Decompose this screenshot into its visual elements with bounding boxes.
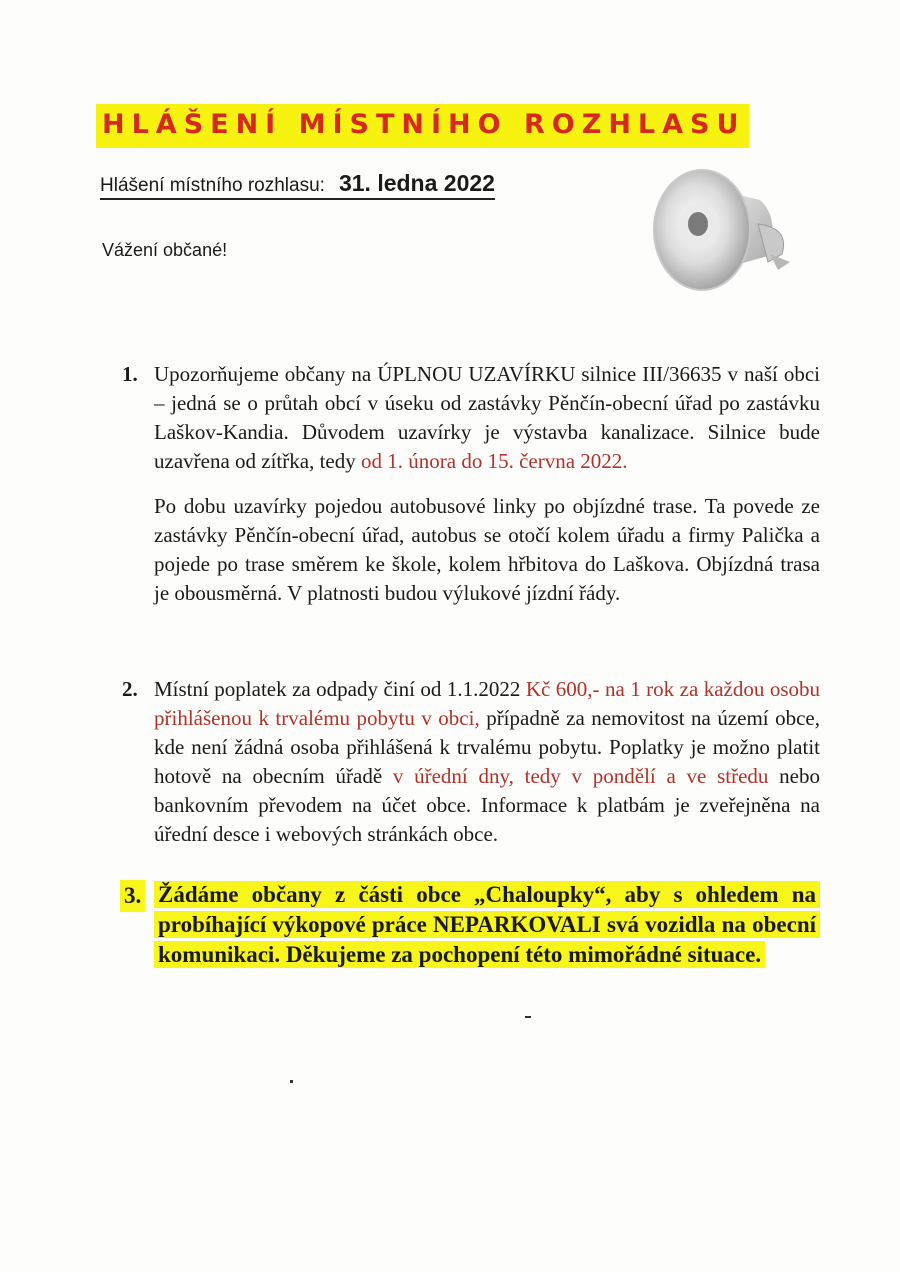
parking-notice: Žádáme občany z části obce „Chaloupky“, aby s ohledem na probíhající výkopové práce NEPARKOVALI svá vozidla na obecní komunikaci. Děkujeme za pochopení této mimořádné situace. bbox=[154, 881, 820, 968]
list-item-3 bbox=[120, 880, 820, 970]
item-number: 2. bbox=[122, 677, 138, 701]
greeting: Vážení občané! bbox=[102, 240, 228, 260]
item-2-text-2: případně za nemovitost na území obce, kde není žádná osoba přihlášená k trvalému pobytu. Poplatky je možno platit hotově na obecním úřadě bbox=[154, 706, 821, 788]
office-days: v úřední dny, tedy v pondělí a ve středu bbox=[392, 764, 769, 788]
fee-amount: Kč 600,- na 1 rok za každou osobu přihlášenou k trvalému pobytu v obci, bbox=[154, 677, 820, 730]
loudspeaker-icon bbox=[640, 158, 800, 308]
item-1-paragraph-2: Po dobu uzavírky pojedou autobusové linky po objízdné trase. Ta povede ze zastávky Pěnčín-obecní úřad, autobus se otočí kolem úřadu a firmy Palička a pojede po trase směrem ke škole, kolem hřbitova do Laškova. Objízdná trasa je obousměrná. V platnosti budou výlukové jízdní řády. bbox=[154, 494, 820, 605]
item-number: 1. bbox=[122, 362, 138, 386]
item-number: 3. bbox=[120, 880, 145, 912]
item-1-text: Upozorňujeme občany na ÚPLNOU UZAVÍRKU silnice III/36635 v naší obci – jedná se o průtah obcí v úseku od zastávky Pěnčín-obecní úřad po zastávku Laškov-Kandia. Důvodem uzavírky je výstavba kanalizace. Silnice bude uzavřena od zítřka, tedy bbox=[154, 362, 820, 473]
list-item-2 bbox=[118, 675, 820, 849]
date-value: 31. ledna 2022 bbox=[338, 170, 495, 196]
scan-speck bbox=[290, 1080, 293, 1083]
item-1-paragraph-1 bbox=[154, 360, 820, 476]
item-2-paragraph bbox=[154, 675, 820, 849]
closure-dates: od 1. února do 15. června 2022. bbox=[361, 449, 628, 473]
announcement-date-line bbox=[100, 170, 495, 200]
scan-speck bbox=[525, 1016, 531, 1018]
page-title: HLÁŠENÍ MÍSTNÍHO ROZHLASU bbox=[96, 104, 749, 148]
date-label: Hlášení místního rozhlasu: bbox=[100, 175, 325, 196]
list-item-1 bbox=[118, 360, 820, 608]
item-2-text-3: nebo bankovním převodem na účet obce. Informace k platbám je zveřejněna na úřední desce i webových stránkách obce. bbox=[154, 764, 820, 846]
item-2-text-1: Místní poplatek za odpady činí od 1.1.2022 bbox=[154, 677, 526, 701]
